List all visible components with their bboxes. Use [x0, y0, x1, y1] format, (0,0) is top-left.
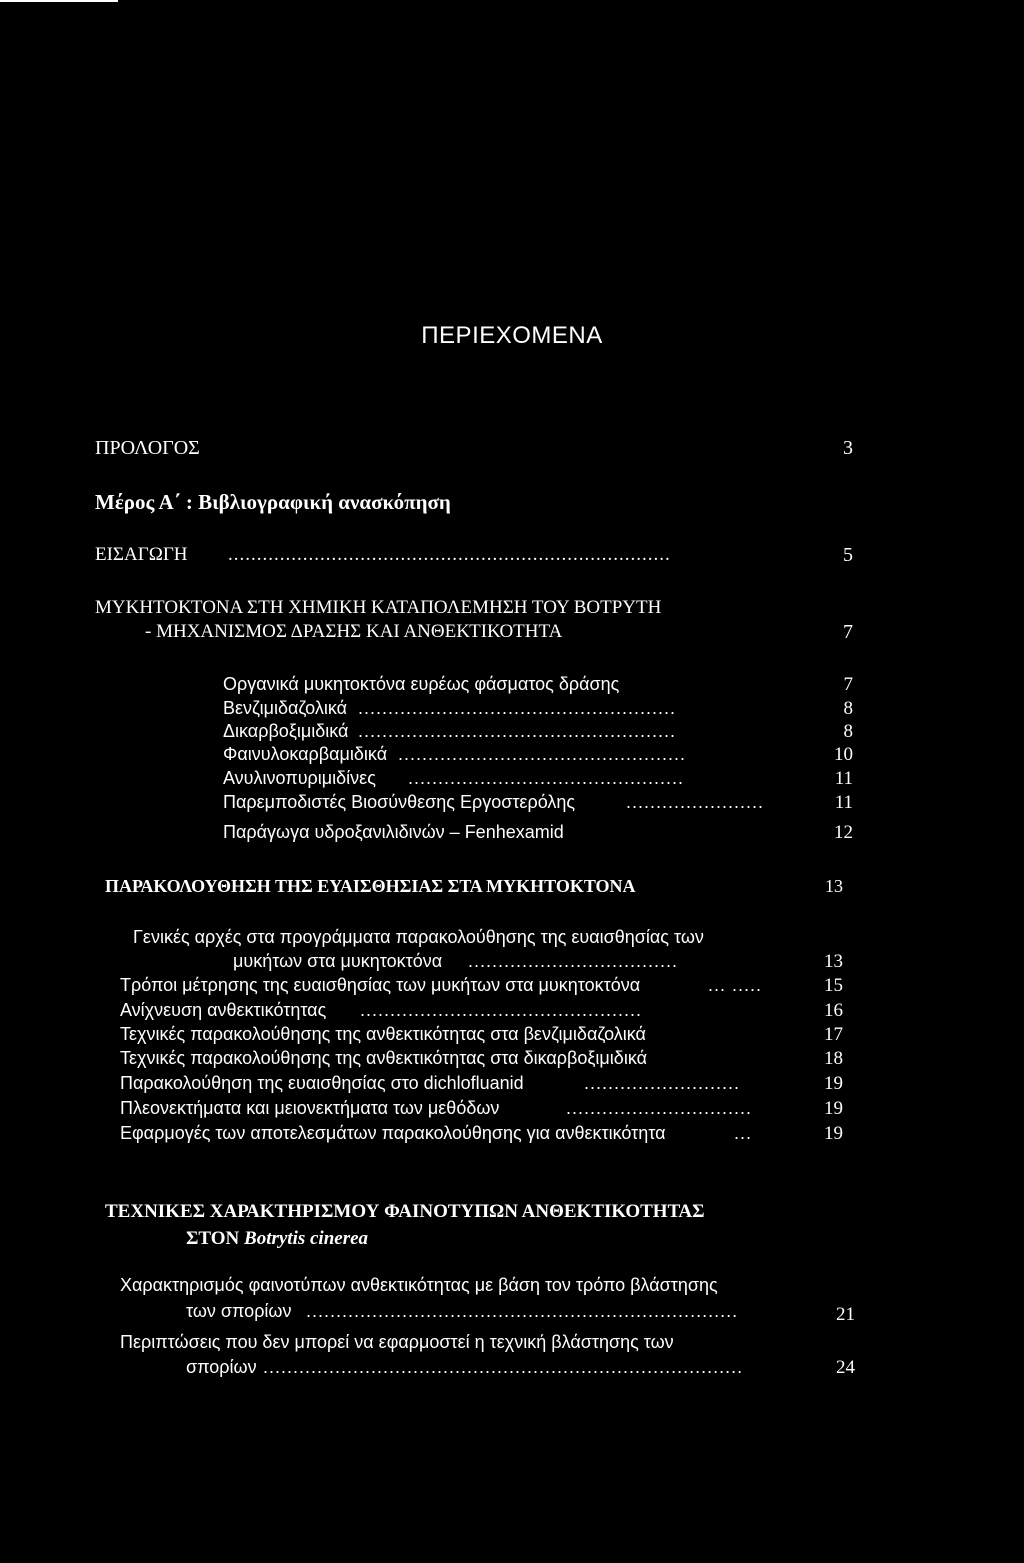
toc-entry-leader: ... .....: [708, 975, 763, 995]
toc-fungicides-heading-line1: ΜΥΚΗΤΟΚΤΟΝΑ ΣΤΗ ΧΗΜΙΚΗ ΚΑΤΑΠΟΛΕΜΗΣΗ ΤΟΥ ΒΟΤΡΥΤΗ: [95, 597, 662, 618]
toc-fungicides-heading-line2: - ΜΗΧΑΝΙΣΜΟΣ ΔΡΑΣΗΣ ΚΑΙ ΑΝΘΕΚΤΙΚΟΤΗΤΑ: [145, 621, 563, 642]
toc-techniques-prefix: ΣΤΟΝ: [186, 1228, 240, 1249]
toc-entry: Βενζιμιδαζολικά: [223, 698, 348, 718]
toc-entry-page: 12: [834, 822, 853, 843]
toc-entry-page: 21: [836, 1304, 855, 1325]
toc-entry-leader: ..........................: [584, 1073, 741, 1093]
toc-entry-line1: Γενικές αρχές στα προγράμματα παρακολούθησης της ευαισθησίας των: [133, 927, 704, 947]
toc-entry: Φαινυλοκαρβαμιδικά: [223, 744, 388, 764]
toc-entry-page: 11: [834, 792, 853, 813]
toc-entry: Ανυλινοπυριμιδίνες: [223, 768, 376, 788]
toc-entry-page: 19: [824, 1073, 843, 1094]
toc-entry-line2: σπορίων: [186, 1357, 257, 1377]
toc-entry-leader: ................................................................................: [263, 1357, 744, 1377]
toc-entry-page: 17: [824, 1024, 843, 1045]
toc-entry-page: 24: [836, 1357, 855, 1378]
toc-entry: Παράγωγα υδροξανιλιδινών – Fenhexamid: [223, 822, 564, 842]
toc-entry-page: 18: [824, 1048, 843, 1069]
toc-entry-page: 11: [834, 768, 853, 789]
toc-fungicides-page: 7: [843, 621, 853, 643]
toc-entry: Πλεονεκτήματα και μειονεκτήματα των μεθόδων: [120, 1098, 500, 1118]
toc-entry-leader: .....................................................: [358, 698, 677, 718]
toc-entry-page: 7: [843, 674, 853, 695]
toc-entry: Τεχνικές παρακολούθησης της ανθεκτικότητας στα βενζιμιδαζολικά: [120, 1024, 646, 1044]
toc-entry: Τεχνικές παρακολούθησης της ανθεκτικότητας στα δικαρβοξιμιδικά: [120, 1048, 648, 1068]
toc-entry-page: 15: [824, 975, 843, 996]
toc-intro-page: 5: [843, 544, 853, 566]
toc-entry-leader: ..............................................: [408, 768, 685, 788]
toc-entry-line2: μυκήτων στα μυκητοκτόνα: [233, 951, 443, 971]
toc-entry: Παρεμποδιστές Βιοσύνθεσης Εργοστερόλης: [223, 792, 576, 812]
toc-entry-leader: ........................................................................: [306, 1301, 739, 1321]
toc-entry-leader: ...................................: [468, 951, 679, 971]
toc-entry: Οργανικά μυκητοκτόνα ευρέως φάσματος δράσης: [223, 674, 620, 694]
toc-techniques-heading-line2: [186, 1229, 368, 1248]
toc-intro-label: ΕΙΣΑΓΩΓΗ: [95, 544, 188, 565]
toc-entry: Ανίχνευση ανθεκτικότητας: [120, 1000, 327, 1020]
toc-entry-line2: των σπορίων: [186, 1301, 292, 1321]
toc-entry: Τρόποι μέτρησης της ευαισθησίας των μυκήτων στα μυκητοκτόνα: [120, 975, 641, 995]
toc-entry-page: 8: [843, 698, 853, 719]
toc-entry-leader: ...: [734, 1123, 753, 1143]
toc-entry-leader: ...............................................: [360, 1000, 643, 1020]
toc-entry-page: 19: [824, 1123, 843, 1144]
toc-entry-page: 10: [834, 744, 853, 765]
toc-monitoring-page: 13: [825, 876, 843, 896]
toc-entry: Εφαρμογές των αποτελεσμάτων παρακολούθησης για ανθεκτικότητα: [120, 1123, 666, 1143]
toc-entry-leader: ...............................: [566, 1098, 753, 1118]
toc-entry-leader: .......................: [626, 792, 765, 812]
top-edge-line: [0, 0, 118, 2]
toc-prologue-page: 3: [843, 437, 853, 459]
toc-entry-page: 8: [843, 721, 853, 742]
toc-techniques-species: Botrytis cinerea: [244, 1228, 369, 1249]
toc-entry-page: 13: [824, 951, 843, 972]
toc-entry-page: 16: [824, 1000, 843, 1021]
toc-techniques-heading-line1: ΤΕΧΝΙΚΕΣ ΧΑΡΑΚΤΗΡΙΣΜΟΥ ΦΑΙΝΟΤΥΠΩΝ ΑΝΘΕΚΤΙΚΟΤΗΤΑΣ: [105, 1201, 705, 1222]
toc-entry-leader: .....................................................: [358, 721, 677, 741]
toc-entry-leader: ................................................: [398, 744, 687, 764]
toc-entry: Παρακολούθηση της ευαισθησίας στο dichlofluanid: [120, 1073, 524, 1093]
toc-part-a-heading: Μέρος Α΄ : Βιβλιογραφική ανασκόπηση: [95, 490, 451, 514]
toc-intro-leader: .............................................................................: [228, 544, 671, 565]
toc-monitoring-heading: ΠΑΡΑΚΟΛΟΥΘΗΣΗ ΤΗΣ ΕΥΑΙΣΘΗΣΙΑΣ ΣΤΑ ΜΥΚΗΤΟΚΤΟΝΑ: [105, 876, 636, 896]
toc-entry: Δικαρβοξιμιδικά: [223, 721, 349, 741]
toc-prologue-label: ΠΡΟΛΟΓΟΣ: [95, 437, 200, 459]
page-title: ΠΕΡΙΕΧΟΜΕΝΑ: [421, 322, 603, 349]
toc-entry-page: 19: [824, 1098, 843, 1119]
toc-entry-line1: Περιπτώσεις που δεν μπορεί να εφαρμοστεί η τεχνική βλάστησης των: [120, 1332, 674, 1352]
toc-entry-line1: Χαρακτηρισμός φαινοτύπων ανθεκτικότητας με βάση τον τρόπο βλάστησης: [120, 1275, 718, 1295]
